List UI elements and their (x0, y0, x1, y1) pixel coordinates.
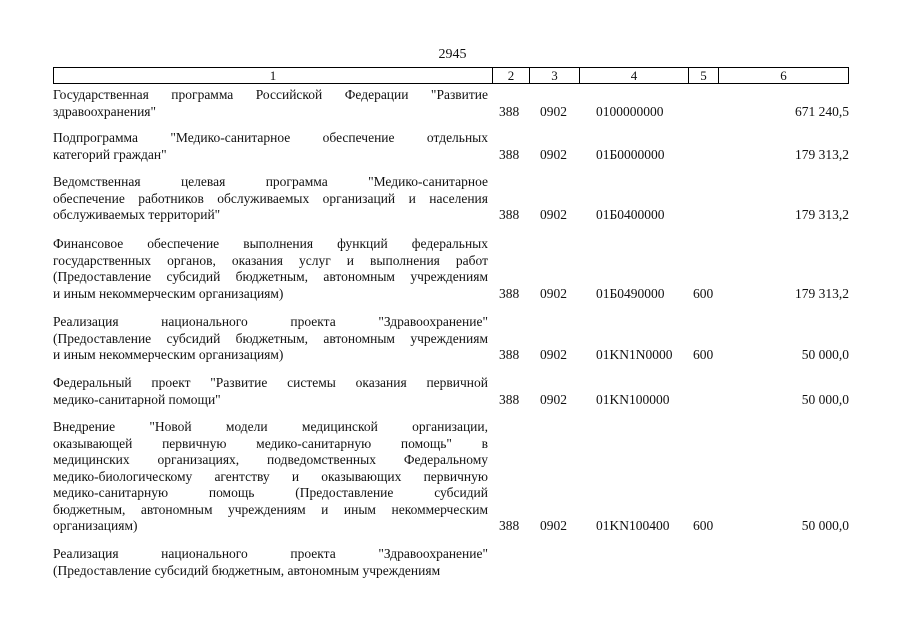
cell-c6: 671 240,5 (795, 103, 849, 119)
row-description (53, 87, 488, 120)
cell-c2: 388 (499, 518, 520, 533)
description-line: Реализация национального проекта "Здравоохранение" (53, 314, 488, 329)
row-description (53, 174, 488, 224)
cell-c3: 0902 (540, 518, 567, 533)
header-col-3: 3 (530, 68, 580, 83)
cell-c5: 600 (693, 347, 714, 362)
row-description (53, 314, 488, 364)
description-line: Ведомственная целевая программа "Медико-санитарное (53, 174, 488, 189)
cell-c4: 01KN1N0000 (596, 347, 673, 362)
cell-c3: 0902 (540, 391, 567, 407)
cell-c6: 50 000,0 (801, 518, 849, 533)
cell-c6: 179 313,2 (795, 207, 849, 222)
cell-c3: 0902 (540, 146, 567, 162)
cell-c4: 01Б0400000 (596, 207, 665, 222)
page-number: 2945 (438, 47, 467, 62)
cell-c3: 0902 (540, 285, 567, 301)
cell-c5: 600 (693, 285, 714, 301)
cell-c2: 388 (499, 146, 520, 162)
cell-c2: 388 (499, 391, 520, 407)
cell-c6: 179 313,2 (795, 146, 849, 162)
header-col-6: 6 (780, 68, 787, 83)
description-line: обеспечение работников обслуживаемых организаций и населения (53, 190, 488, 206)
header-col-1: 1 (54, 68, 493, 83)
description-line: Реализация национального проекта "Здравоохранение" (53, 546, 488, 561)
cell-c3: 0902 (540, 103, 567, 119)
header-col-5: 5 (689, 68, 719, 83)
cell-c2: 388 (499, 347, 520, 362)
description-line: (Предоставление субсидий бюджетным, автономным учреждениям (53, 330, 488, 346)
description-line: обслуживаемых территорий" (53, 207, 221, 222)
description-line: медицинских организациях, подведомственных Федеральному (53, 452, 488, 467)
description-line: медико-санитарной помощи" (53, 391, 221, 407)
cell-c4: 01Б0490000 (596, 285, 665, 301)
description-line: категорий граждан" (53, 146, 167, 162)
description-line: Федеральный проект "Развитие системы оказания первичной (53, 375, 488, 390)
cell-c6: 179 313,2 (795, 285, 849, 301)
description-line: Государственная программа Российской Федерации "Развитие (53, 87, 488, 102)
cell-c6: 50 000,0 (801, 347, 849, 362)
row-description (53, 546, 488, 579)
cell-c4: 0100000000 (596, 103, 664, 119)
cell-c3: 0902 (540, 207, 567, 222)
description-line: государственных органов, оказания услуг и выполнения работ (53, 252, 488, 268)
header-col-2: 2 (493, 68, 530, 83)
description-line: организациям) (53, 518, 138, 533)
cell-c3: 0902 (540, 347, 567, 362)
description-line: (Предоставление субсидий бюджетным, автономным учреждениям (53, 269, 488, 284)
description-line: (Предоставление субсидий бюджетным, автономным учреждениям (53, 562, 441, 578)
cell-c2: 388 (499, 103, 520, 119)
description-line: Финансовое обеспечение выполнения функций федеральных (53, 236, 488, 251)
description-line: и иным некоммерческим организациям) (53, 347, 284, 362)
cell-c4: 01KN100400 (596, 518, 670, 533)
row-description (53, 419, 488, 535)
cell-c2: 388 (499, 285, 520, 301)
header-col-4: 4 (580, 68, 689, 83)
row-description (53, 130, 488, 163)
description-line: медико-биологическому агентству и оказывающих первичную (53, 468, 488, 484)
description-line: медико-санитарную помощь (Предоставление субсидий (53, 485, 488, 500)
description-line: оказывающей первичную медико-санитарную помощь" в (53, 435, 488, 451)
description-line: Внедрение "Новой модели медицинской организации, (53, 419, 488, 434)
cell-c6: 50 000,0 (801, 391, 849, 407)
row-description (53, 236, 488, 302)
table-header (53, 67, 849, 84)
description-line: здравоохранения" (53, 103, 157, 119)
description-line: и иным некоммерческим организациям) (53, 285, 284, 301)
row-description (53, 375, 488, 408)
cell-c4: 01Б0000000 (596, 146, 665, 162)
cell-c2: 388 (499, 207, 520, 222)
cell-c4: 01KN100000 (596, 391, 670, 407)
description-line: бюджетным, автономным учреждениям и иным некоммерческим (53, 501, 488, 517)
description-line: Подпрограмма "Медико-санитарное обеспечение отдельных (53, 130, 488, 145)
cell-c5: 600 (693, 518, 714, 533)
